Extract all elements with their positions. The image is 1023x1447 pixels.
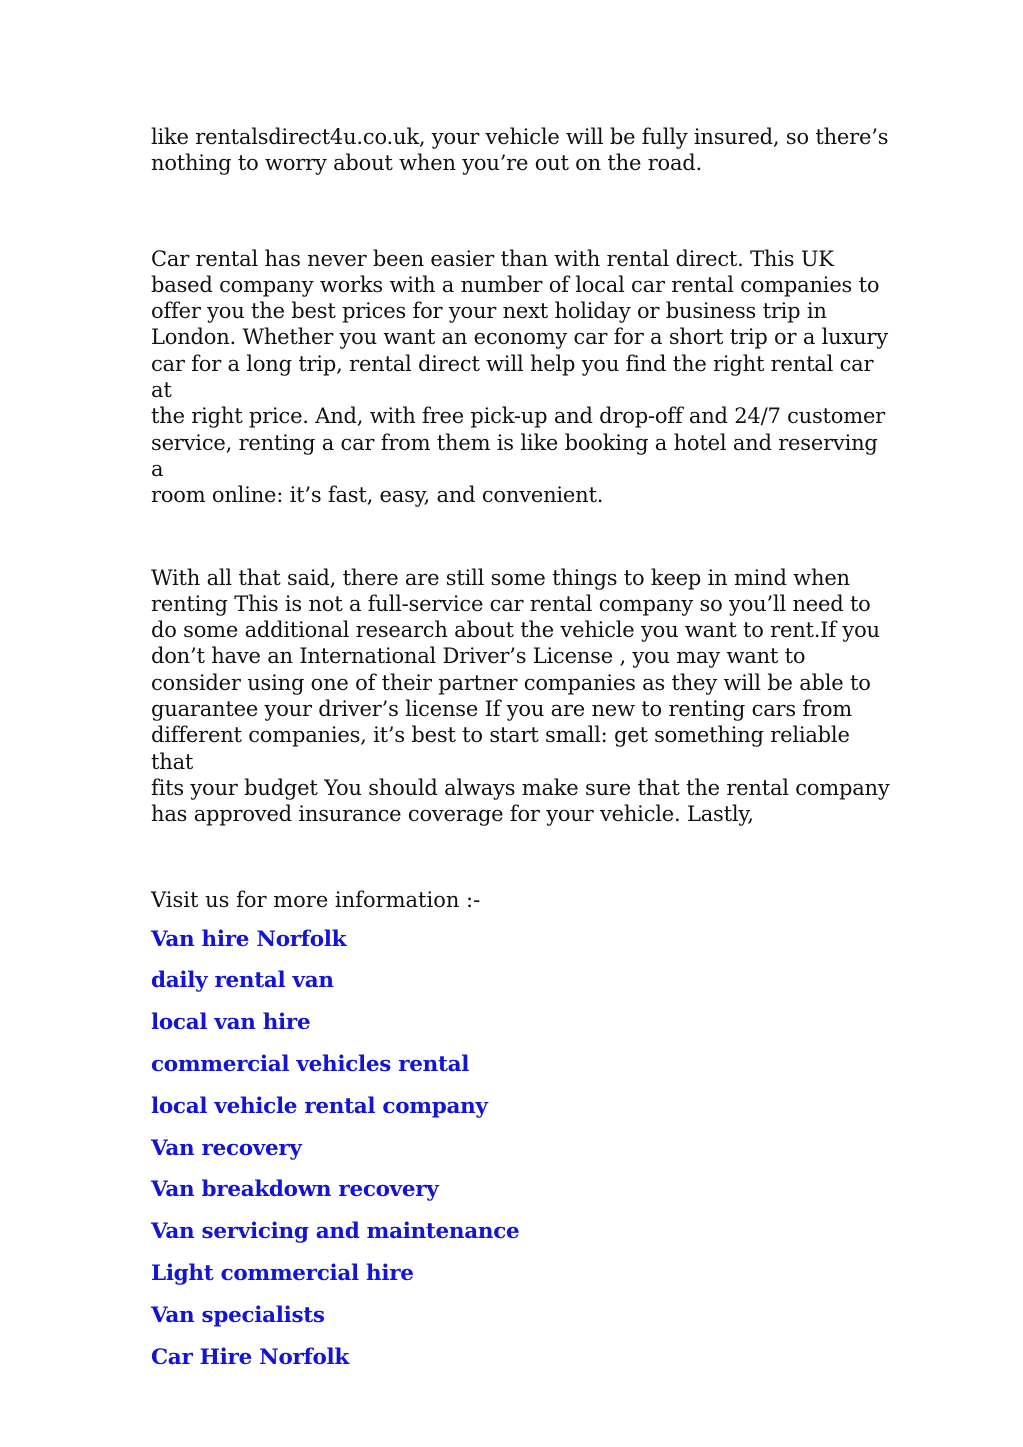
list-item: [151, 1344, 891, 1386]
document-page: [151, 124, 891, 1385]
list-item: [151, 1176, 891, 1218]
list-item: [151, 1009, 891, 1051]
visit-info-text: Visit us for more information :-: [151, 887, 481, 912]
link-van-servicing-and-maintenance[interactable]: Van servicing and maintenance: [151, 1219, 520, 1245]
link-local-van-hire[interactable]: local van hire: [151, 1010, 311, 1036]
link-van-breakdown-recovery[interactable]: Van breakdown recovery: [151, 1177, 439, 1203]
tips-paragraph: With all that said, there are still some things to keep in mind when renting This is not a full-service car rental company so you’ll need to do some additional research about the vehicle you want to rent.If you don’t have an International Driver’s License , you may want to consider using one of their partner companies as they will be able to guarantee your driver’s license If you are new to renting cars from different companies, it’s best to start small: get something reliable that fits your budget You should always make sure that the rental company has approved insurance coverage for your vehicle. Lastly,: [151, 565, 890, 827]
list-item: [151, 1260, 891, 1302]
list-item: [151, 1051, 891, 1093]
link-van-recovery[interactable]: Van recovery: [151, 1135, 302, 1161]
rental-direct-paragraph: Car rental has never been easier than with rental direct. This UK based company works with a number of local car rental companies to offer you the best prices for your next holiday or business trip in London. Whether you want an economy car for a short trip or a luxury car for a long trip, rental direct will help you find the right rental car at the right price. And, with free pick-up and drop-off and 24/7 customer service, renting a car from them is like booking a hotel and reserving a room online: it’s fast, easy, and convenient.: [151, 246, 888, 508]
link-van-specialists[interactable]: Van specialists: [151, 1302, 325, 1328]
list-item: [151, 1218, 891, 1260]
link-list: [151, 926, 891, 1386]
link-local-vehicle-rental-company[interactable]: local vehicle rental company: [151, 1093, 488, 1119]
link-van-hire-norfolk[interactable]: Van hire Norfolk: [151, 926, 347, 952]
link-light-commercial-hire[interactable]: Light commercial hire: [151, 1260, 414, 1286]
list-item: [151, 1302, 891, 1344]
list-item: [151, 926, 891, 968]
list-item: [151, 1135, 891, 1177]
link-daily-rental-van[interactable]: daily rental van: [151, 968, 334, 994]
link-car-hire-norfolk[interactable]: Car Hire Norfolk: [151, 1344, 350, 1370]
list-item: [151, 1093, 891, 1135]
insurance-paragraph: like rentalsdirect4u.co.uk, your vehicle will be fully insured, so there’s nothing to worry about when you’re out on the road.: [151, 125, 889, 176]
list-item: [151, 967, 891, 1009]
link-commercial-vehicles-rental[interactable]: commercial vehicles rental: [151, 1051, 470, 1077]
